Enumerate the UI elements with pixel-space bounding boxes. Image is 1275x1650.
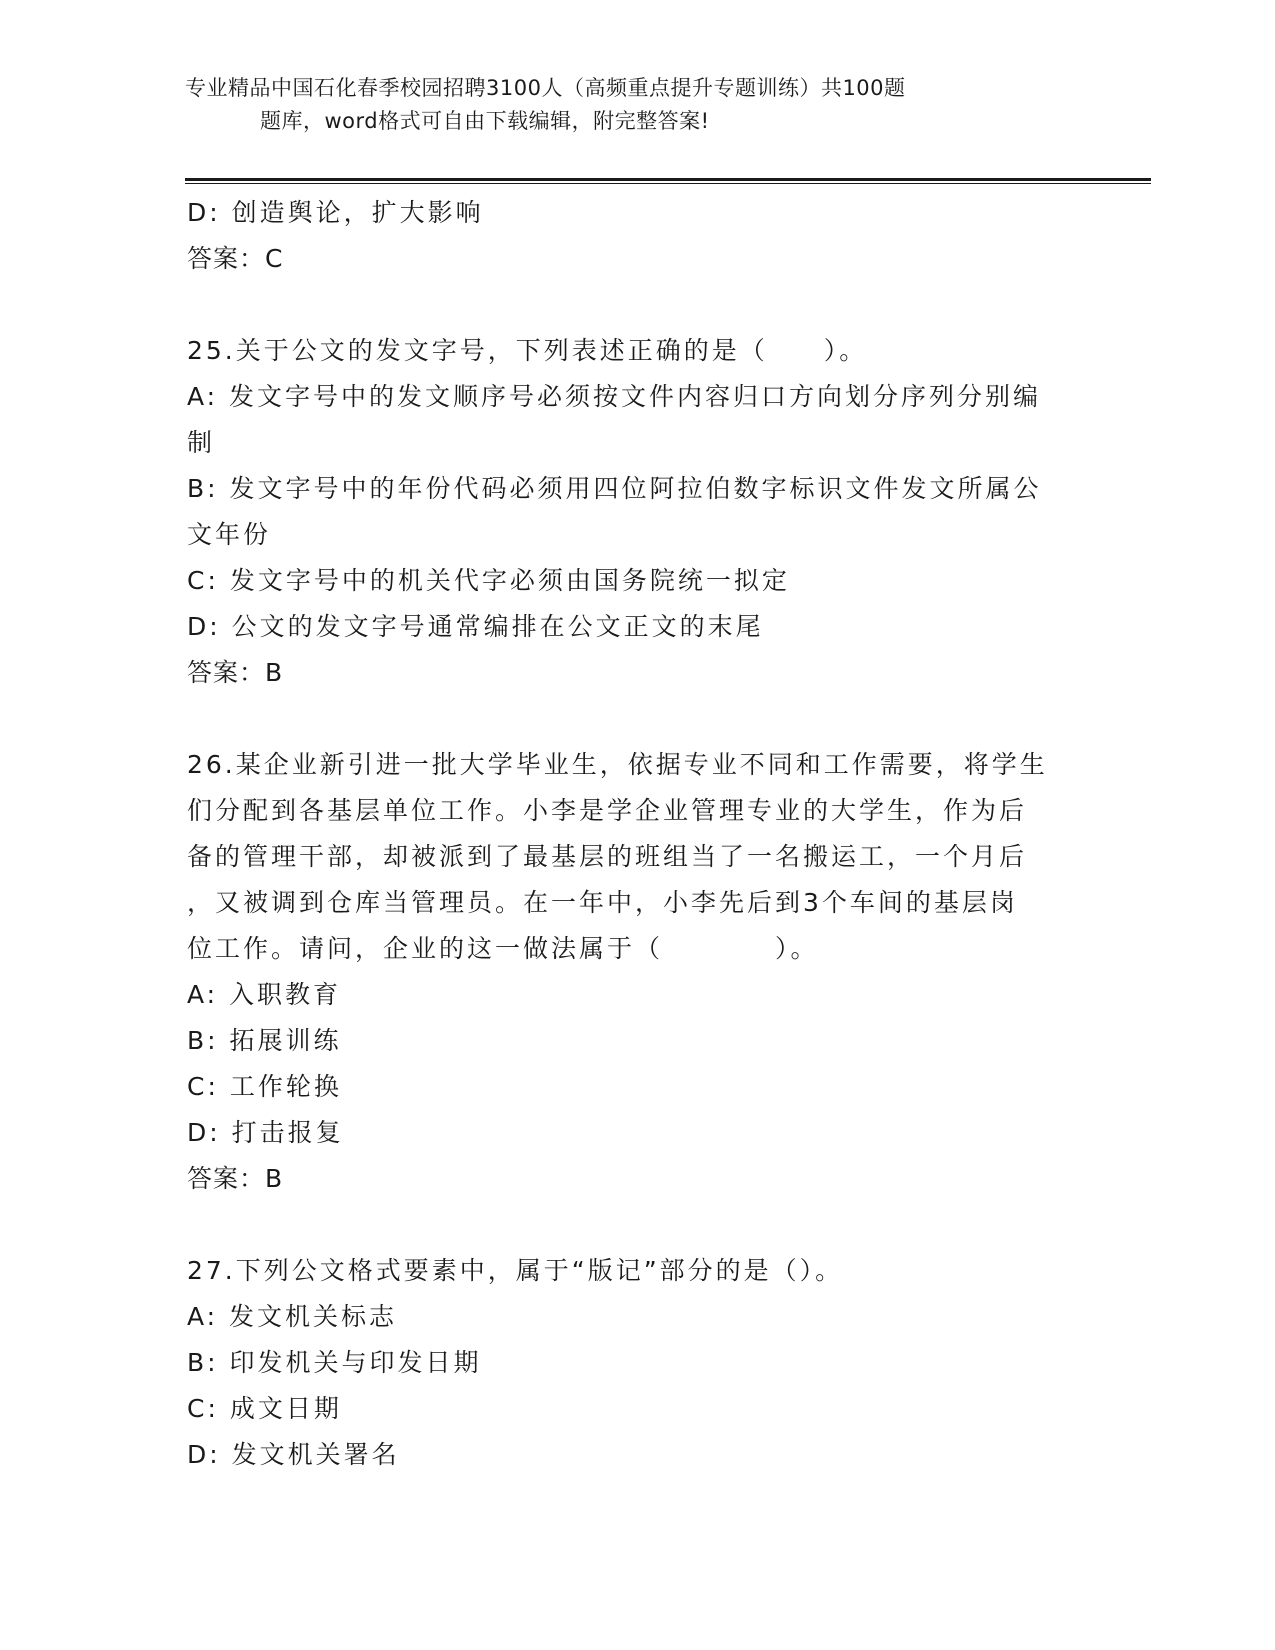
option-c: C: 工作轮换 (187, 1072, 342, 1101)
option-a-continued: 制 (187, 428, 216, 457)
option-c: C: 成文日期 (187, 1394, 342, 1423)
option-b: B: 印发机关与印发日期 (187, 1348, 482, 1377)
question-stem-continued: ，又被调到仓库当管理员。在一年中，小李先后到3个车间的基层岗 (187, 888, 1018, 917)
answer: 答案：B (187, 658, 284, 687)
option-d: D: 打击报复 (187, 1118, 344, 1147)
previous-question-tail (187, 190, 1087, 282)
question-27 (187, 1248, 1087, 1478)
question-stem: 25.关于公文的发文字号，下列表述正确的是（ ）。 (187, 336, 868, 365)
question-stem-continued: 位工作。请问，企业的这一做法属于（ ）。 (187, 934, 819, 963)
document-header (185, 72, 1025, 138)
option-d: D: 公文的发文字号通常编排在公文正文的末尾 (187, 612, 764, 641)
header-title-line-2: 题库，word格式可自由下载编辑，附完整答案! (260, 109, 710, 133)
spacer (187, 1202, 1087, 1248)
question-25 (187, 328, 1087, 696)
option-a: A: 发文字号中的发文顺序号必须按文件内容归口方向划分序列分别编 (187, 382, 1042, 411)
option-b-continued: 文年份 (187, 520, 272, 549)
option-b: B: 发文字号中的年份代码必须用四位阿拉伯数字标识文件发文所属公 (187, 474, 1042, 503)
document-body (187, 190, 1087, 1478)
answer: 答案：B (187, 1164, 284, 1193)
option-b: B: 拓展训练 (187, 1026, 342, 1055)
option-a: A: 发文机关标志 (187, 1302, 398, 1331)
spacer (187, 282, 1087, 328)
option-d: D: 发文机关署名 (187, 1440, 400, 1469)
header-rule-thick (185, 178, 1151, 181)
header-title-line-1: 专业精品中国石化春季校园招聘3100人（高频重点提升专题训练）共100题 (185, 76, 906, 100)
question-stem: 27.下列公文格式要素中，属于“版记”部分的是（）。 (187, 1256, 844, 1285)
question-stem-continued: 们分配到各基层单位工作。小李是学企业管理专业的大学生，作为后 (187, 796, 1028, 825)
answer: 答案：C (187, 244, 284, 273)
option-a: A: 入职教育 (187, 980, 342, 1009)
question-stem: 26.某企业新引进一批大学毕业生，依据专业不同和工作需要，将学生 (187, 750, 1048, 779)
question-stem-continued: 备的管理干部，却被派到了最基层的班组当了一名搬运工，一个月后 (187, 842, 1028, 871)
option-d: D: 创造舆论，扩大影响 (187, 198, 484, 227)
option-c: C: 发文字号中的机关代字必须由国务院统一拟定 (187, 566, 790, 595)
question-26 (187, 742, 1087, 1202)
header-rule-thin (185, 183, 1151, 184)
spacer (187, 696, 1087, 742)
